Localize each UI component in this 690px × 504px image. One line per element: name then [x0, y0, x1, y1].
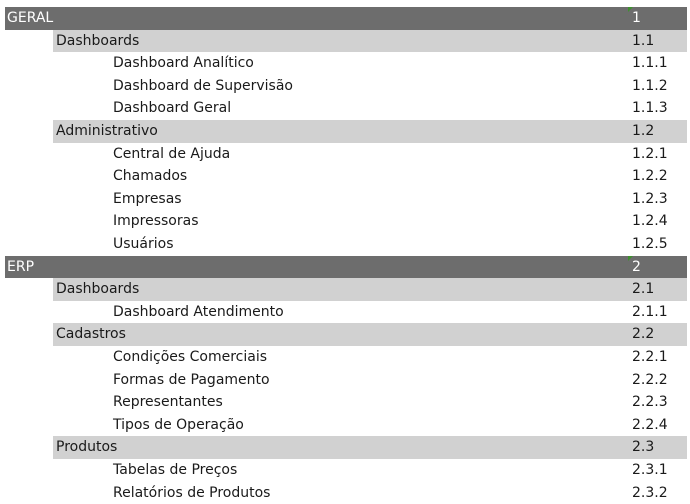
section-row-cadastros-2-2 [0, 323, 690, 346]
menu-item-label: Relatórios de Produtos [113, 484, 271, 501]
section-label: Produtos [56, 439, 118, 456]
menu-item-row-dashboard-de-supervisao [0, 75, 690, 98]
menu-item-row-usuarios [0, 233, 690, 256]
top-level-header-bar [5, 256, 687, 279]
top-level-code: 2 [632, 258, 641, 275]
menu-item-row-dashboard-analitico [0, 52, 690, 75]
top-level-row-geral [0, 7, 690, 30]
menu-item-code: 1.2.4 [632, 213, 668, 230]
menu-item-row-dashboard-geral [0, 97, 690, 120]
top-level-label: ERP [7, 258, 35, 275]
menu-item-row-condicoes-comerciais [0, 346, 690, 369]
section-row-dashboards-1-1 [0, 30, 690, 53]
section-header-bar [53, 30, 687, 53]
section-code: 1.2 [632, 123, 655, 139]
menu-item-row-central-de-ajuda [0, 143, 690, 166]
menu-item-code: 2.1.1 [632, 303, 668, 320]
menu-item-row-impressoras [0, 210, 690, 233]
menu-item-row-tipos-de-operacao [0, 414, 690, 437]
menu-item-label: Dashboard Atendimento [113, 303, 284, 320]
section-label: Cadastros [56, 326, 126, 343]
menu-item-label: Representantes [113, 394, 223, 411]
menu-item-code: 2.3.1 [632, 462, 668, 478]
top-level-header-bar [5, 7, 687, 30]
section-code: 2.3 [632, 439, 655, 456]
section-label: Dashboards [56, 281, 140, 298]
section-code: 2.2 [632, 326, 655, 343]
menu-item-row-representantes [0, 391, 690, 414]
section-label: Dashboards [56, 32, 140, 49]
menu-item-code: 2.3.2 [632, 484, 668, 501]
top-level-row-erp [0, 256, 690, 279]
menu-item-row-tabelas-de-precos [0, 459, 690, 482]
menu-item-code: 1.2.2 [632, 168, 668, 185]
menu-item-label: Dashboard Geral [113, 100, 232, 117]
section-header-bar [53, 323, 687, 346]
menu-item-label: Condições Comerciais [113, 349, 267, 365]
menu-item-code: 1.2.3 [632, 190, 668, 207]
menu-item-code: 1.2.1 [632, 145, 668, 162]
menu-item-label: Empresas [113, 190, 182, 207]
menu-item-label: Chamados [113, 168, 188, 185]
section-row-produtos-2-3 [0, 436, 690, 459]
menu-item-code: 1.1.3 [632, 100, 668, 117]
menu-item-row-chamados [0, 165, 690, 188]
top-level-code: 1 [632, 10, 641, 26]
section-code: 2.1 [632, 281, 655, 298]
menu-item-code: 2.2.4 [632, 416, 668, 433]
section-row-administrativo-1-2 [0, 120, 690, 143]
menu-item-label: Usuários [113, 236, 174, 252]
menu-item-label: Impressoras [113, 213, 199, 230]
menu-item-row-empresas [0, 188, 690, 211]
menu-item-code: 1.2.5 [632, 236, 668, 252]
menu-item-code: 1.1.2 [632, 77, 668, 94]
menu-item-code: 1.1.1 [632, 55, 668, 72]
top-level-label: GERAL [7, 10, 54, 26]
section-header-bar [53, 436, 687, 459]
section-row-dashboards-2-1 [0, 278, 690, 301]
section-code: 1.1 [632, 32, 655, 49]
menu-item-code: 2.2.2 [632, 371, 668, 388]
menu-item-label: Central de Ajuda [113, 145, 231, 162]
menu-item-label: Tipos de Operação [113, 416, 244, 433]
menu-item-label: Formas de Pagamento [113, 371, 270, 388]
menu-item-label: Tabelas de Preços [113, 462, 238, 478]
section-label: Administrativo [56, 123, 158, 139]
menu-item-label: Dashboard de Supervisão [113, 77, 293, 94]
menu-item-row-formas-de-pagamento [0, 369, 690, 392]
menu-item-row-dashboard-atendimento [0, 301, 690, 324]
menu-item-label: Dashboard Analítico [113, 55, 254, 72]
menu-item-code: 2.2.3 [632, 394, 668, 411]
section-header-bar [53, 278, 687, 301]
menu-item-code: 2.2.1 [632, 349, 668, 365]
